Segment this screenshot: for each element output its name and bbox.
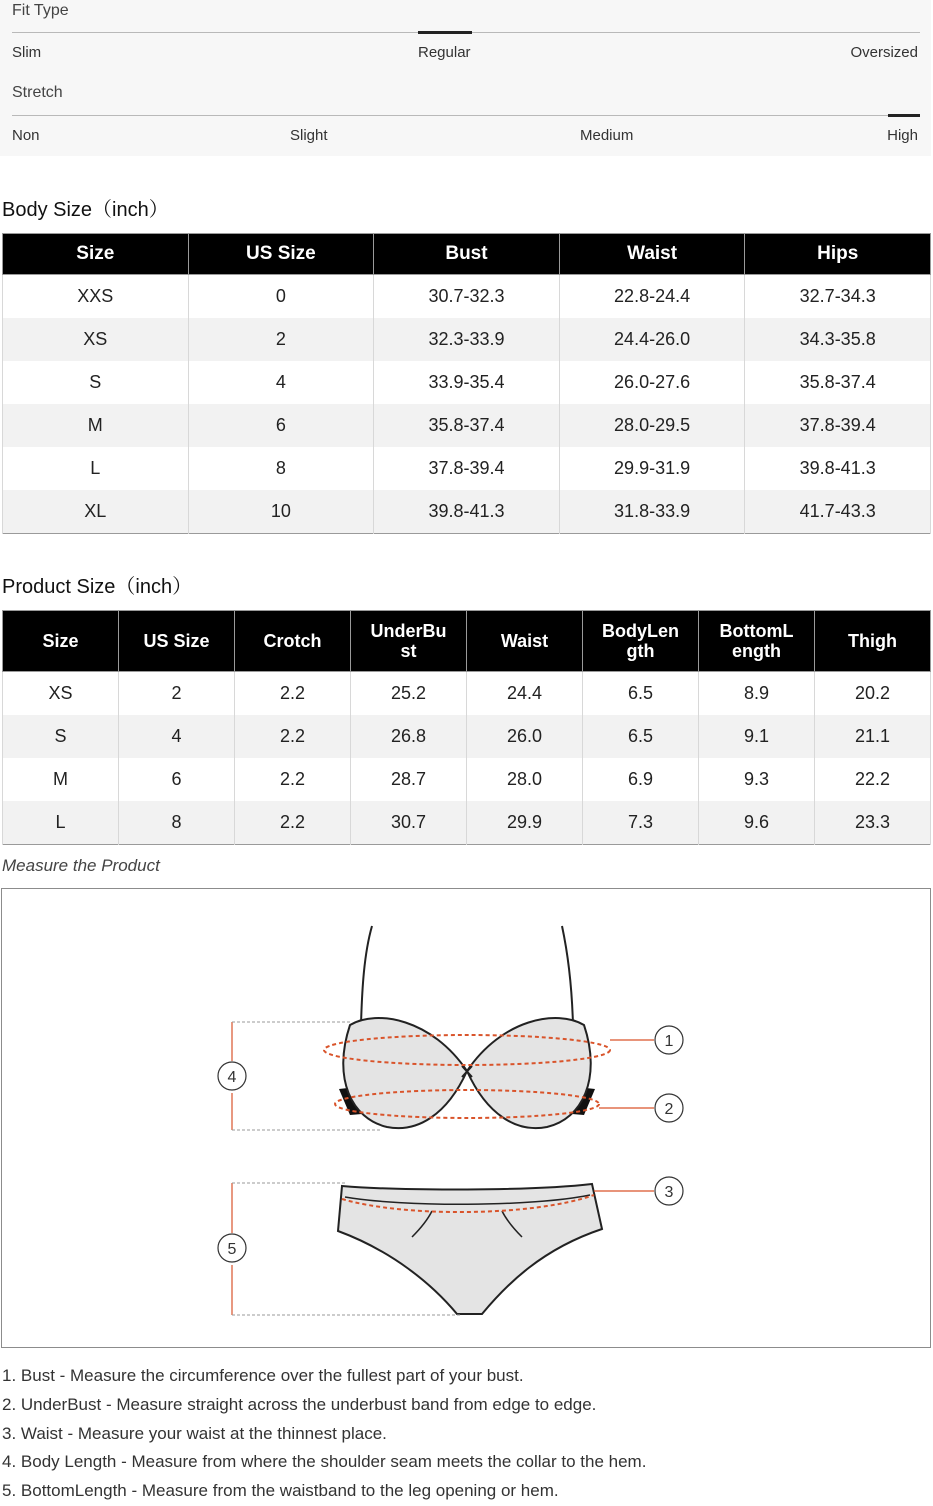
cell-size: XS <box>3 318 189 361</box>
body-size-title: Body Size（inch） <box>2 199 169 221</box>
cell-bust: 39.8-41.3 <box>374 490 560 534</box>
left-strap <box>361 926 372 1025</box>
table-row <box>3 447 931 490</box>
cell-bust: 35.8-37.4 <box>374 404 560 447</box>
fit-label-slim: Slim <box>12 44 42 61</box>
cell-waist: 24.4 <box>467 672 583 716</box>
stretch-title: Stretch <box>12 84 63 101</box>
cell-waist: 26.0 <box>467 715 583 758</box>
cell-bust: 32.3-33.9 <box>374 318 560 361</box>
header-size: Size <box>3 611 119 672</box>
cell-body-length: 6.9 <box>583 758 699 801</box>
cell-size: XXS <box>3 275 189 319</box>
cell-waist: 29.9 <box>467 801 583 845</box>
svg-text:3: 3 <box>664 1184 674 1201</box>
right-strap <box>562 926 573 1025</box>
note-bottom-length: 5. BottomLength - Measure from the waistband to the leg opening or hem. <box>2 1481 559 1501</box>
measurement-diagram <box>1 888 931 1348</box>
cell-thigh: 23.3 <box>815 801 931 845</box>
cell-waist: 26.0-27.6 <box>559 361 745 404</box>
cell-body-length: 7.3 <box>583 801 699 845</box>
cell-bottom-length: 9.1 <box>699 715 815 758</box>
lingerie-diagram-svg <box>2 889 930 1347</box>
header-hips: Hips <box>745 234 931 275</box>
cell-us-size: 8 <box>188 447 374 490</box>
stretch-label-high: High <box>887 127 918 144</box>
cell-us-size: 2 <box>119 672 235 716</box>
measurement-notes <box>2 1362 646 1506</box>
cell-us-size: 4 <box>188 361 374 404</box>
table-row <box>3 361 931 404</box>
table-row <box>3 758 931 801</box>
header-us-size: US Size <box>188 234 374 275</box>
svg-text:1: 1 <box>664 1033 674 1050</box>
cell-body-length: 6.5 <box>583 715 699 758</box>
cell-size: L <box>3 447 189 490</box>
cell-waist: 22.8-24.4 <box>559 275 745 319</box>
cell-us-size: 0 <box>188 275 374 319</box>
cell-crotch: 2.2 <box>235 758 351 801</box>
stretch-label-non: Non <box>12 127 40 144</box>
header-bust: Bust <box>374 234 560 275</box>
header-waist: Waist <box>559 234 745 275</box>
header-body-length: BodyLen gth <box>583 611 699 672</box>
header-underbust: UnderBu st <box>351 611 467 672</box>
cell-waist: 28.0-29.5 <box>559 404 745 447</box>
cell-waist: 31.8-33.9 <box>559 490 745 534</box>
table-row <box>3 801 931 845</box>
cell-us-size: 8 <box>119 801 235 845</box>
header-thigh: Thigh <box>815 611 931 672</box>
cell-us-size: 4 <box>119 715 235 758</box>
table-row <box>3 404 931 447</box>
table-row <box>3 672 931 716</box>
stretch-label-slight: Slight <box>290 127 328 144</box>
table-row <box>3 318 931 361</box>
cell-size: S <box>3 361 189 404</box>
svg-text:5: 5 <box>227 1241 237 1258</box>
table-row <box>3 715 931 758</box>
header-bottom-length: BottomL ength <box>699 611 815 672</box>
note-waist: 3. Waist - Measure your waist at the thinnest place. <box>2 1423 387 1443</box>
cell-us-size: 10 <box>188 490 374 534</box>
cell-size: S <box>3 715 119 758</box>
table-row <box>3 275 931 319</box>
table-row <box>3 490 931 534</box>
cell-bust: 33.9-35.4 <box>374 361 560 404</box>
marker-3 <box>655 1177 683 1205</box>
header-waist: Waist <box>467 611 583 672</box>
product-size-header-row <box>3 611 931 672</box>
marker-2 <box>655 1094 683 1122</box>
fit-type-selected-marker <box>418 31 472 34</box>
note-body-length: 4. Body Length - Measure from where the shoulder seam meets the collar to the hem. <box>2 1452 647 1472</box>
cell-waist: 28.0 <box>467 758 583 801</box>
fit-label-regular: Regular <box>418 44 471 61</box>
header-size: Size <box>3 234 189 275</box>
cell-underbust: 28.7 <box>351 758 467 801</box>
cell-hips: 32.7-34.3 <box>745 275 931 319</box>
cell-size: M <box>3 758 119 801</box>
cell-bottom-length: 8.9 <box>699 672 815 716</box>
body-size-table <box>2 233 931 534</box>
svg-text:2: 2 <box>664 1101 674 1118</box>
cell-us-size: 6 <box>188 404 374 447</box>
cell-crotch: 2.2 <box>235 715 351 758</box>
cell-waist: 24.4-26.0 <box>559 318 745 361</box>
cell-hips: 34.3-35.8 <box>745 318 931 361</box>
product-size-table <box>2 610 931 845</box>
cell-size: XS <box>3 672 119 716</box>
cell-underbust: 30.7 <box>351 801 467 845</box>
cell-size: M <box>3 404 189 447</box>
stretch-label-medium: Medium <box>580 127 634 144</box>
fit-stretch-panel <box>0 0 931 156</box>
fit-label-oversized: Oversized <box>850 44 918 61</box>
stretch-scale-line <box>12 115 920 116</box>
body-size-header-row <box>3 234 931 275</box>
cell-us-size: 6 <box>119 758 235 801</box>
cell-thigh: 22.2 <box>815 758 931 801</box>
cell-size: XL <box>3 490 189 534</box>
cell-bottom-length: 9.6 <box>699 801 815 845</box>
cell-size: L <box>3 801 119 845</box>
measure-caption: Measure the Product <box>2 856 160 875</box>
cell-bottom-length: 9.3 <box>699 758 815 801</box>
note-bust: 1. Bust - Measure the circumference over the fullest part of your bust. <box>2 1366 524 1385</box>
fit-type-title: Fit Type <box>12 2 69 19</box>
header-us-size: US Size <box>119 611 235 672</box>
cell-waist: 29.9-31.9 <box>559 447 745 490</box>
cell-bust: 37.8-39.4 <box>374 447 560 490</box>
cell-underbust: 25.2 <box>351 672 467 716</box>
cell-hips: 39.8-41.3 <box>745 447 931 490</box>
cell-crotch: 2.2 <box>235 672 351 716</box>
cell-bust: 30.7-32.3 <box>374 275 560 319</box>
stretch-selected-marker <box>888 114 920 117</box>
note-underbust: 2. UnderBust - Measure straight across the underbust band from edge to edge. <box>2 1394 597 1414</box>
cell-hips: 35.8-37.4 <box>745 361 931 404</box>
cell-us-size: 2 <box>188 318 374 361</box>
product-size-title: Product Size（inch） <box>2 576 193 598</box>
header-crotch: Crotch <box>235 611 351 672</box>
cell-hips: 37.8-39.4 <box>745 404 931 447</box>
marker-5 <box>218 1234 246 1262</box>
cell-crotch: 2.2 <box>235 801 351 845</box>
svg-text:4: 4 <box>227 1069 237 1086</box>
cell-hips: 41.7-43.3 <box>745 490 931 534</box>
cell-thigh: 20.2 <box>815 672 931 716</box>
cell-underbust: 26.8 <box>351 715 467 758</box>
marker-1 <box>655 1026 683 1054</box>
cell-body-length: 6.5 <box>583 672 699 716</box>
marker-4 <box>218 1062 246 1090</box>
cell-thigh: 21.1 <box>815 715 931 758</box>
